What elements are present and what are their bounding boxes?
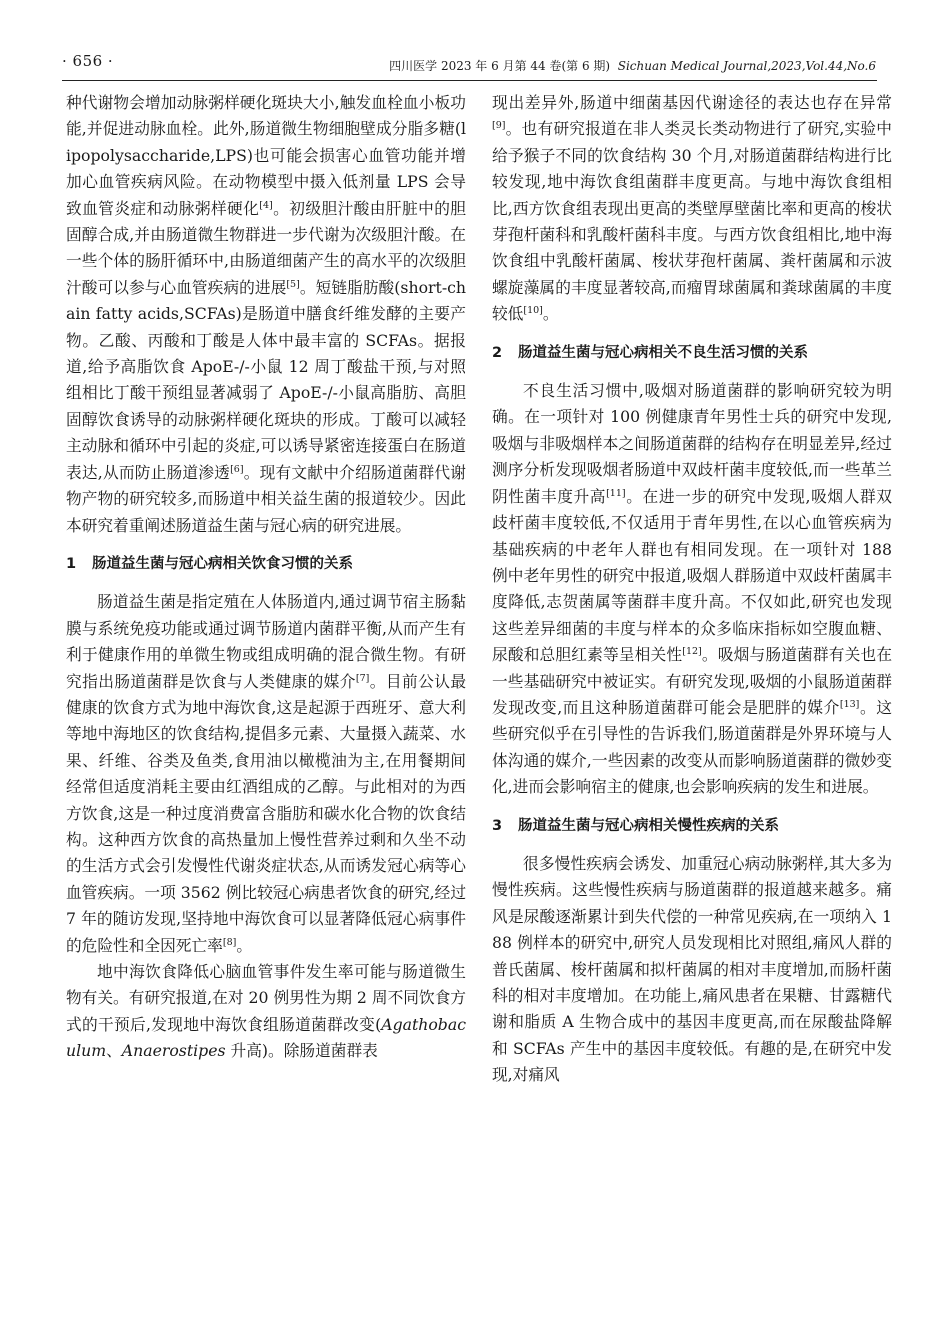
text-run: 。	[236, 935, 253, 955]
page-header	[0, 0, 950, 80]
text-run: 。短链脂肪酸(short-chain fatty acids,SCFAs)是肠道中膳食纤维发酵的主要产物。乙酸、丙酸和丁酸是人体中最丰富的 SCFAs。据报道,给予高脂饮食 ApoE-/-小鼠 12 周丁酸盐干预,与对照组相比丁酸干预组显著减弱了 ApoE-/-小鼠高脂肪、高胆固醇饮食诱导的动脉粥样硬化斑块的形成。丁酸可以减轻主动脉和循环中引起的炎症,可以诱导紧密连接蛋白在肠道表达,从而防止肠道渗透	[66, 277, 467, 482]
journal-name-en: Sichuan Medical Journal,2023,Vol.44,No.6	[617, 59, 876, 73]
section-title: 肠道益生菌与冠心病相关不良生活习惯的关系	[518, 344, 808, 361]
text-run: 。吸烟与肠道菌群有关也在一些基础研究中被证实。有研究发现,吸烟的小鼠肠道菌群发现改变,而且这种肠道菌群可能会是肥胖的媒介	[492, 645, 893, 717]
citation-ref: [12]	[682, 645, 702, 657]
section-title: 肠道益生菌与冠心病相关饮食习惯的关系	[92, 555, 353, 572]
text-run: 。这些研究似乎在引导性的告诉我们,肠道菌群是外界环境与人体沟通的媒介,一些因素的改变从而影响肠道菌群的微妙变化,进而会影响宿主的健康,也会影响疾病的发生和进展。	[492, 697, 892, 797]
taxon-name: Agathobaculum	[66, 1014, 466, 1061]
text-run: 。现有文献中介绍肠道菌群代谢物产物的研究较多,而肠道中相关益生菌的报道较少。因此本研究着重阐述肠道益生菌与冠心病的研究进展。	[66, 462, 466, 535]
section-heading-2	[492, 340, 892, 366]
citation-ref: [7]	[355, 672, 370, 684]
text-run: 种代谢物会增加动脉粥样硬化斑块大小,触发血栓血小板功能,并促进动脉血栓。此外,肠道微生物细胞壁成分脂多糖(lipopolysaccharide,LPS)也可能会损害心血管功能并增加心血管疾病风险。在动物模型中摄入低剂量 LPS 会导致血管炎症和动脉粥样硬化	[66, 93, 466, 218]
paragraph	[66, 959, 466, 1065]
page-number: · 656 ·	[62, 52, 114, 70]
left-column	[66, 90, 466, 1065]
section-heading-3	[492, 813, 892, 839]
paragraph	[66, 90, 466, 539]
taxon-name: Anaerostipes	[121, 1041, 226, 1061]
citation-ref: [4]	[259, 199, 273, 211]
journal-citation	[389, 57, 876, 74]
text-run: 、	[106, 1041, 122, 1061]
text-run: 不良生活习惯中,吸烟对肠道菌群的影响研究较为明确。在一项针对 100 例健康青年男性士兵的研究中发现,吸烟与非吸烟样本之间肠道菌群的结构存在明显差异,经过测序分析发现吸烟者肠道中双歧杆菌丰度较低,而一些革兰阴性菌丰度升高	[492, 381, 892, 506]
text-run: 。也有研究报道在非人类灵长类动物进行了研究,实验中给予猴子不同的饮食结构 30 个月,对肠道菌群结构进行比较发现,地中海饮食组菌群丰度更高。与地中海饮食组相比,西方饮食组表现出更高的类壁厚壁菌比率和更高的梭状芽孢杆菌科和乳酸杆菌科丰度。与西方饮食组相比,地中海饮食组中乳酸杆菌属、梭状芽孢杆菌属、粪杆菌属和示波螺旋藻属的丰度显著较高,而瘤胃球菌属和粪球菌属的丰度较低	[492, 119, 892, 324]
text-run: 。初级胆汁酸由肝脏中的胆固醇合成,并由肠道微生物群进一步代谢为次级胆汁酸。在一些个体的肠肝循环中,由肠道细菌产生的高水平的次级胆汁酸可以参与心血管疾病的进展	[66, 198, 466, 297]
header-rule	[62, 80, 877, 81]
citation-ref: [6]	[230, 463, 244, 475]
section-number: 1	[66, 555, 77, 572]
citation-ref: [8]	[222, 936, 237, 948]
text-run: 肠道益生菌是指定殖在人体肠道内,通过调节宿主肠黏膜与系统免疫功能或通过调节肠道内菌群平衡,从而产生有利于健康作用的单微生物或组成明确的混合微生物。有研究指出肠道菌群是饮食与人类健康的媒介	[66, 592, 466, 691]
citation-ref: [9]	[492, 120, 506, 132]
section-heading-1	[66, 551, 466, 577]
paragraph	[492, 378, 892, 801]
paragraph	[492, 90, 892, 328]
journal-name-cn: 四川医学 2023 年 6 月第 44 卷(第 6 期)	[389, 59, 611, 73]
paragraph	[66, 589, 466, 959]
citation-ref: [11]	[606, 487, 626, 499]
text-run: 。在进一步的研究中发现,吸烟人群双歧杆菌丰度较低,不仅适用于青年男性,在以心血管疾病为基础疾病的中老年人群也有相同发现。在一项针对 188 例中老年男性的研究中报道,吸烟人群肠道中双歧杆菌属丰度降低,志贺菌属等菌群丰度升高。不仅如此,研究也发现这些差异细菌的丰度与样本的众多临床指标如空腹血糖、尿酸和总胆红素等呈相关性	[492, 486, 892, 665]
right-column	[492, 90, 892, 1089]
text-run: 。	[542, 304, 559, 324]
text-run: 地中海饮食降低心脑血管事件发生率可能与肠道微生物有关。有研究报道,在对 20 例男性为期 2 周不同饮食方式的干预后,发现地中海饮食组肠道菌群改变(	[66, 962, 466, 1034]
text-run: 现出差异外,肠道中细菌基因代谢途径的表达也存在异常	[492, 93, 892, 112]
citation-ref: [13]	[839, 698, 860, 710]
text-run: 升高)。除肠道菌群表	[225, 1041, 378, 1061]
citation-ref: [5]	[286, 278, 300, 290]
section-title: 肠道益生菌与冠心病相关慢性疾病的关系	[518, 817, 779, 834]
paragraph: 很多慢性疾病会诱发、加重冠心病动脉粥样,其大多为慢性疾病。这些慢性疾病与肠道菌群的报道越来越多。痛风是尿酸逐渐累计到失代偿的一种常见疾病,在一项纳入 188 例样本的研究中,研究人员发现相比对照组,痛风人群的普氏菌属、梭杆菌属和拟杆菌属的相对丰度增加,而肠杆菌科的相对丰度增加。在功能上,痛风患者在果糖、甘露糖代谢和脂质 A 生物合成中的基因丰度更高,而在尿酸盐降解和 SCFAs 产生中的基因丰度较低。有趣的是,在研究中发现,对痛风	[492, 853, 892, 1085]
section-number: 3	[492, 817, 503, 834]
text-run: 。目前公认最健康的饮食方式为地中海饮食,这是起源于西班牙、意大利等地中海地区的饮食结构,提倡多元素、大量摄入蔬菜、水果、纤维、谷类及鱼类,食用油以橄榄油为主,在用餐期间经常但适度消耗主要由红酒组成的乙醇。与此相对的为西方饮食,这是一种过度消费富含脂肪和碳水化合物的饮食结构。这种西方饮食的高热量加上慢性营养过剩和久坐不动的生活方式会引发慢性代谢炎症状态,从而诱发冠心病等心血管疾病。一项 3562 例比较冠心病患者饮食的研究,经过 7 年的随访发现,坚持地中海饮食可以显著降低冠心病事件的危险性和全因死亡率	[66, 671, 467, 955]
citation-ref: [10]	[523, 305, 543, 317]
section-number: 2	[492, 344, 503, 361]
